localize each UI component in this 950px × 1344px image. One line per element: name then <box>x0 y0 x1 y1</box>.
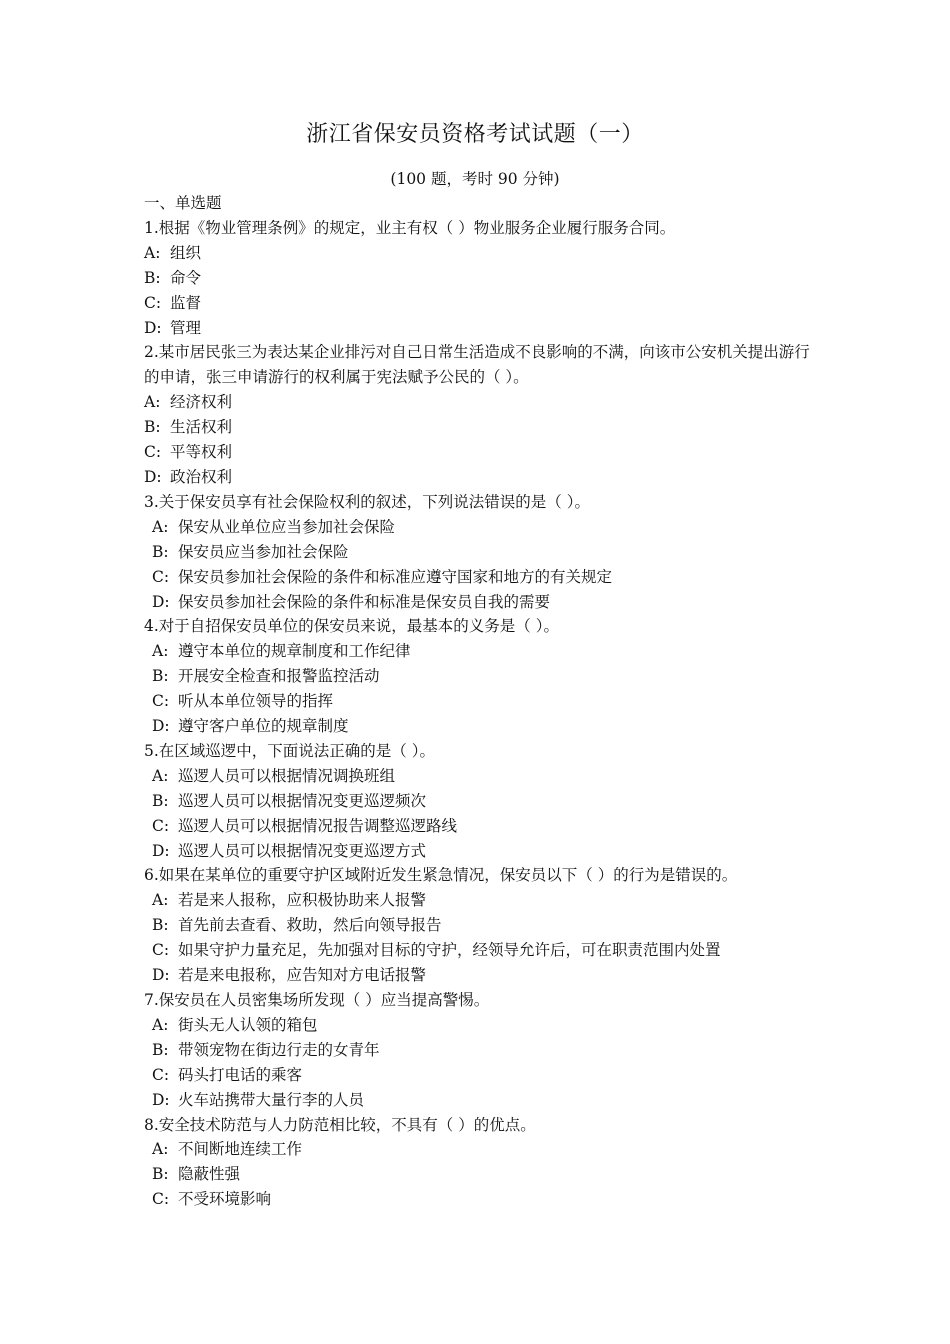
question-text: 2.某市居民张三为表达某企业排污对自己日常生活造成不良影响的不满，向该市公安机关提出游行的申请，张三申请游行的权利属于宪法赋予公民的（ ）。 <box>144 343 810 387</box>
question-text: 1.根据《物业管理条例》的规定，业主有权（ ）物业服务企业履行服务合同。 <box>144 218 676 237</box>
option-text: 巡逻人员可以根据情况变更巡逻频次 <box>178 791 427 810</box>
question-text: 3.关于保安员享有社会保险权利的叙述，下列说法错误的是（ ）。 <box>144 492 590 511</box>
question-block <box>144 216 816 341</box>
option-text: 开展安全检查和报警监控活动 <box>178 667 380 686</box>
option-d <box>144 963 816 988</box>
question-text: 6.如果在某单位的重要守护区域附近发生紧急情况，保安员以下（ ）的行为是错误的。 <box>144 866 738 885</box>
option-b <box>144 913 816 938</box>
option-letter: A: <box>152 766 169 785</box>
option-letter: C: <box>152 692 170 711</box>
option-a <box>144 888 816 913</box>
option-text: 带领宠物在街边行走的女青年 <box>178 1040 380 1059</box>
option-text: 听从本单位领导的指挥 <box>178 692 334 711</box>
question-text: 7.保安员在人员密集场所发现（ ）应当提高警惕。 <box>144 991 490 1009</box>
option-letter: D: <box>152 592 170 611</box>
option-a <box>144 1013 816 1038</box>
option-letter: A: <box>152 1015 169 1034</box>
option-text: 不受环境影响 <box>178 1190 272 1209</box>
option-letter: C: <box>144 293 162 312</box>
option-text: 保安员应当参加社会保险 <box>178 542 349 561</box>
option-text: 巡逻人员可以根据情况调换班组 <box>178 766 396 785</box>
document-title: 浙江省保安员资格考试试题（一） <box>306 122 644 147</box>
option-c <box>144 814 816 839</box>
option-letter: A: <box>144 393 161 412</box>
option-text: 巡逻人员可以根据情况变更巡逻方式 <box>178 841 427 860</box>
option-letter: C: <box>152 1190 170 1209</box>
option-c <box>144 689 816 714</box>
option-text: 经济权利 <box>170 393 233 412</box>
option-letter: B: <box>144 268 161 287</box>
document-body <box>144 191 816 1212</box>
option-text: 监督 <box>170 293 202 312</box>
option-text: 保安员参加社会保险的条件和标准是保安员自我的需要 <box>178 592 551 611</box>
option-letter: C: <box>152 1065 170 1084</box>
option-b <box>144 664 816 689</box>
option-text: 政治权利 <box>170 467 233 486</box>
option-letter: D: <box>152 1090 170 1109</box>
question-block <box>144 1113 816 1213</box>
option-b <box>144 266 816 291</box>
option-text: 如果守护力量充足，先加强对目标的守护，经领导允许后，可在职责范围内处置 <box>178 941 721 960</box>
option-text: 火车站携带大量行李的人员 <box>178 1090 365 1109</box>
option-c <box>144 1187 816 1212</box>
option-text: 遵守客户单位的规章制度 <box>178 717 349 736</box>
option-text: 管理 <box>170 318 202 337</box>
option-letter: A: <box>152 1140 169 1159</box>
option-a <box>144 390 816 415</box>
option-text: 码头打电话的乘客 <box>178 1065 303 1084</box>
option-a <box>144 764 816 789</box>
question-block <box>144 988 816 1113</box>
option-b <box>144 415 816 440</box>
option-letter: B: <box>152 667 169 686</box>
option-letter: C: <box>152 567 170 586</box>
option-text: 遵守本单位的规章制度和工作纪律 <box>178 642 411 661</box>
option-letter: D: <box>152 966 170 985</box>
option-text: 隐蔽性强 <box>178 1165 241 1184</box>
question-block <box>144 614 816 739</box>
option-text: 平等权利 <box>170 443 233 462</box>
option-c <box>144 938 816 963</box>
question-block <box>144 739 816 864</box>
option-a <box>144 241 816 266</box>
option-text: 组织 <box>170 243 202 262</box>
option-text: 街头无人认领的箱包 <box>178 1015 318 1034</box>
option-b <box>144 789 816 814</box>
option-letter: B: <box>144 418 161 437</box>
option-letter: D: <box>152 841 170 860</box>
option-d <box>144 465 816 490</box>
section-heading: 一、单选题 <box>144 194 222 212</box>
option-letter: B: <box>152 542 169 561</box>
option-text: 巡逻人员可以根据情况报告调整巡逻路线 <box>178 816 458 835</box>
option-c <box>144 565 816 590</box>
option-letter: A: <box>152 891 169 910</box>
option-letter: C: <box>144 443 162 462</box>
option-letter: D: <box>152 717 170 736</box>
option-c <box>144 291 816 316</box>
option-letter: A: <box>152 517 169 536</box>
question-block <box>144 490 816 615</box>
option-letter: B: <box>152 1040 169 1059</box>
question-block <box>144 340 816 489</box>
document-subtitle: (100 题，考时 90 分钟) <box>390 170 560 188</box>
option-text: 保安从业单位应当参加社会保险 <box>178 517 396 536</box>
option-text: 若是来电报称，应告知对方电话报警 <box>178 966 427 985</box>
option-b <box>144 1162 816 1187</box>
option-d <box>144 839 816 864</box>
option-text: 不间断地连续工作 <box>178 1140 303 1159</box>
option-a <box>144 1137 816 1162</box>
option-a <box>144 639 816 664</box>
option-d <box>144 590 816 615</box>
option-letter: A: <box>144 243 161 262</box>
option-d <box>144 714 816 739</box>
question-text: 4.对于自招保安员单位的保安员来说，最基本的义务是（ ）。 <box>144 617 559 636</box>
option-text: 命令 <box>170 268 202 287</box>
option-b <box>144 540 816 565</box>
option-letter: D: <box>144 318 162 337</box>
question-text: 5.在区域巡逻中，下面说法正确的是（ ）。 <box>144 741 435 760</box>
option-letter: C: <box>152 816 170 835</box>
option-text: 若是来人报称，应积极协助来人报警 <box>178 891 427 910</box>
option-letter: A: <box>152 642 169 661</box>
option-c <box>144 1063 816 1088</box>
option-text: 首先前去查看、救助，然后向领导报告 <box>178 916 442 935</box>
option-letter: B: <box>152 791 169 810</box>
option-letter: C: <box>152 941 170 960</box>
option-c <box>144 440 816 465</box>
option-letter: D: <box>144 467 162 486</box>
question-block <box>144 863 816 988</box>
question-text: 8.安全技术防范与人力防范相比较，不具有（ ）的优点。 <box>144 1115 536 1134</box>
option-letter: B: <box>152 916 169 935</box>
option-d <box>144 1088 816 1113</box>
option-b <box>144 1038 816 1063</box>
option-a <box>144 515 816 540</box>
option-letter: B: <box>152 1165 169 1184</box>
option-d <box>144 316 816 341</box>
option-text: 保安员参加社会保险的条件和标准应遵守国家和地方的有关规定 <box>178 567 613 586</box>
option-text: 生活权利 <box>170 418 233 437</box>
